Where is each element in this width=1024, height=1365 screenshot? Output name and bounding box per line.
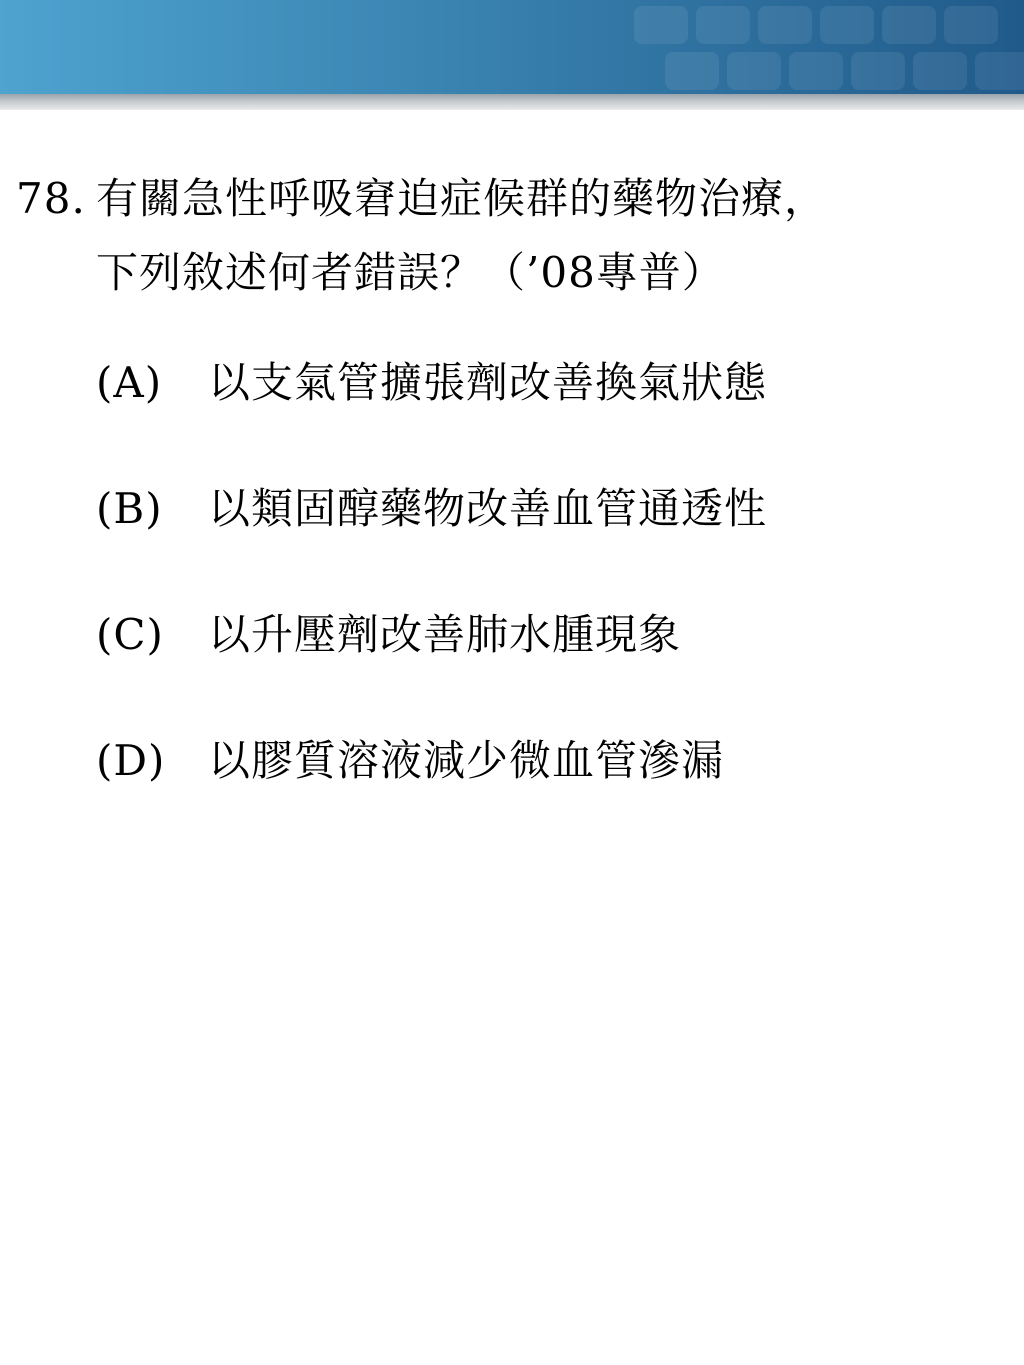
option-letter: (C) <box>96 610 164 659</box>
question-second-line <box>16 236 1006 310</box>
question-number: 78. <box>16 174 86 223</box>
header-divider <box>0 94 1024 110</box>
option-c <box>96 602 996 728</box>
option-letter: (D) <box>96 736 166 785</box>
option-a <box>96 350 996 476</box>
option-letter: (A) <box>96 358 163 407</box>
option-text: 以類固醇藥物改善血管通透性 <box>208 484 768 533</box>
option-text: 以升壓劑改善肺水腫現象 <box>208 610 682 659</box>
option-text: 以膠質溶液減少微血管滲漏 <box>208 736 725 785</box>
question-text <box>16 162 1006 310</box>
header-banner <box>0 0 1024 94</box>
slide-body <box>0 110 1024 1365</box>
option-b <box>96 476 996 602</box>
question-first-line <box>16 162 1006 236</box>
option-letter: (B) <box>96 484 163 533</box>
question-line-2: 下列敘述何者錯誤？（’08專普） <box>96 248 725 297</box>
question-line-1: 有關急性呼吸窘迫症候群的藥物治療， <box>96 174 828 223</box>
header-pattern-decoration <box>604 0 1024 94</box>
option-d <box>96 728 996 854</box>
option-text: 以支氣管擴張劑改善換氣狀態 <box>208 358 768 407</box>
answer-options <box>96 350 996 854</box>
